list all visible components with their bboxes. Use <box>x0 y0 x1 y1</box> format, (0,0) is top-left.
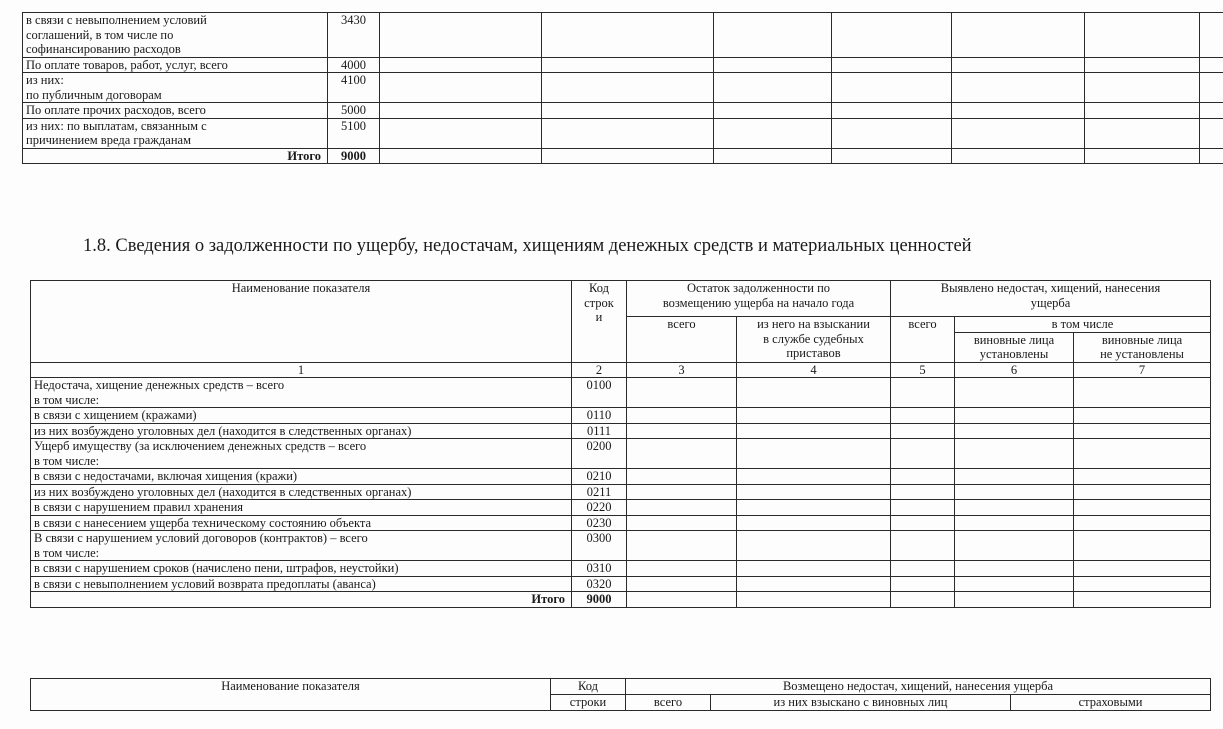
value-cell <box>1074 515 1211 531</box>
row-name: из них возбуждено уголовных дел (находится в следственных органах) <box>31 484 572 500</box>
column-number: 6 <box>955 362 1074 378</box>
value-cell <box>955 500 1074 516</box>
top-table <box>22 12 1223 164</box>
value-cell <box>737 484 891 500</box>
value-cell <box>380 13 542 58</box>
value-cell <box>1200 118 1223 148</box>
table-row <box>31 439 1211 469</box>
value-cell <box>1085 57 1200 73</box>
value-cell <box>380 148 542 164</box>
table-row <box>31 561 1211 577</box>
table-row <box>23 57 1223 73</box>
value-cell <box>1085 73 1200 103</box>
header-guilty-unknown: виновные лица не установлены <box>1074 332 1211 362</box>
value-cell <box>627 469 737 485</box>
value-cell <box>832 118 952 148</box>
value-cell <box>1074 561 1211 577</box>
row-code: 0100 <box>572 378 627 408</box>
row-code: 5100 <box>328 118 380 148</box>
row-code: 0210 <box>572 469 627 485</box>
value-cell <box>542 73 714 103</box>
value-cell <box>955 561 1074 577</box>
column-number: 7 <box>1074 362 1211 378</box>
row-name: В связи с нарушением условий договоров (контрактов) – всего в том числе: <box>31 531 572 561</box>
column-number: 4 <box>737 362 891 378</box>
value-cell <box>627 561 737 577</box>
header-code: Код <box>551 679 626 695</box>
column-number: 5 <box>891 362 955 378</box>
value-cell <box>832 148 952 164</box>
value-cell <box>737 531 891 561</box>
value-cell <box>832 103 952 119</box>
value-cell <box>542 148 714 164</box>
row-code: 5000 <box>328 103 380 119</box>
value-cell <box>891 515 955 531</box>
header-including: в том числе <box>955 317 1211 333</box>
value-cell <box>955 515 1074 531</box>
table-row <box>31 500 1211 516</box>
value-cell <box>955 469 1074 485</box>
header-from-guilty: из них взыскано с виновных лиц <box>711 695 1011 711</box>
table-row <box>23 103 1223 119</box>
value-cell <box>1085 118 1200 148</box>
row-code: 3430 <box>328 13 380 58</box>
row-code: 0230 <box>572 515 627 531</box>
row-name: в связи с недостачами, включая хищения (кражи) <box>31 469 572 485</box>
value-cell <box>1085 148 1200 164</box>
row-name: в связи с хищением (кражами) <box>31 408 572 424</box>
value-cell <box>737 423 891 439</box>
value-cell <box>1085 103 1200 119</box>
debt-table <box>30 280 1211 608</box>
value-cell <box>891 378 955 408</box>
value-cell <box>714 73 832 103</box>
value-cell <box>1074 469 1211 485</box>
total-label: Итого <box>23 148 328 164</box>
header-total: всего <box>626 695 711 711</box>
reimbursed-table <box>30 678 1211 711</box>
row-code: 4000 <box>328 57 380 73</box>
value-cell <box>737 378 891 408</box>
value-cell <box>832 57 952 73</box>
value-cell <box>714 13 832 58</box>
table-row <box>23 118 1223 148</box>
value-cell <box>627 592 737 608</box>
row-name: из них возбуждено уголовных дел (находится в следственных органах) <box>31 423 572 439</box>
total-code: 9000 <box>572 592 627 608</box>
value-cell <box>737 561 891 577</box>
header-found: Выявлено недостач, хищений, нанесения ущерба <box>891 281 1211 317</box>
row-name: из них: по выплатам, связанным с причинением вреда гражданам <box>23 118 328 148</box>
header-insurance: страховыми <box>1011 695 1211 711</box>
value-cell <box>955 531 1074 561</box>
value-cell <box>952 118 1085 148</box>
header-code-line2: строки <box>551 695 626 711</box>
value-cell <box>714 57 832 73</box>
value-cell <box>1074 423 1211 439</box>
value-cell <box>542 57 714 73</box>
row-code: 0200 <box>572 439 627 469</box>
row-code: 0220 <box>572 500 627 516</box>
value-cell <box>1074 378 1211 408</box>
value-cell <box>891 408 955 424</box>
value-cell <box>627 531 737 561</box>
value-cell <box>737 576 891 592</box>
total-code: 9000 <box>328 148 380 164</box>
value-cell <box>891 469 955 485</box>
column-number: 1 <box>31 362 572 378</box>
total-label: Итого <box>31 592 572 608</box>
value-cell <box>627 515 737 531</box>
row-code: 0110 <box>572 408 627 424</box>
column-number: 2 <box>572 362 627 378</box>
value-cell <box>952 103 1085 119</box>
value-cell <box>627 378 737 408</box>
row-name: По оплате прочих расходов, всего <box>23 103 328 119</box>
row-code: 0320 <box>572 576 627 592</box>
value-cell <box>955 408 1074 424</box>
row-code: 0310 <box>572 561 627 577</box>
table-row <box>23 73 1223 103</box>
value-cell <box>1074 500 1211 516</box>
value-cell <box>737 469 891 485</box>
value-cell <box>952 57 1085 73</box>
value-cell <box>627 408 737 424</box>
table-row <box>31 515 1211 531</box>
header-guilty-known: виновные лица установлены <box>955 332 1074 362</box>
table-row <box>31 378 1211 408</box>
value-cell <box>891 439 955 469</box>
value-cell <box>380 57 542 73</box>
row-name: в связи с нарушением сроков (начислено пени, штрафов, неустойки) <box>31 561 572 577</box>
table-row <box>31 469 1211 485</box>
value-cell <box>1074 531 1211 561</box>
header-balance-bailiff: из него на взыскании в службе судебных приставов <box>737 317 891 363</box>
header-name: Наименование показателя <box>31 679 551 711</box>
value-cell <box>1200 73 1223 103</box>
value-cell <box>955 484 1074 500</box>
row-name: По оплате товаров, работ, услуг, всего <box>23 57 328 73</box>
value-cell <box>1074 408 1211 424</box>
header-name: Наименование показателя <box>31 281 572 363</box>
column-number: 3 <box>627 362 737 378</box>
value-cell <box>955 576 1074 592</box>
value-cell <box>1074 576 1211 592</box>
row-code: 0211 <box>572 484 627 500</box>
row-name: из них: по публичным договорам <box>23 73 328 103</box>
value-cell <box>627 439 737 469</box>
row-name: в связи с невыполнением условий возврата предоплаты (аванса) <box>31 576 572 592</box>
value-cell <box>714 148 832 164</box>
value-cell <box>1074 484 1211 500</box>
total-row <box>23 148 1223 164</box>
value-cell <box>627 484 737 500</box>
value-cell <box>380 103 542 119</box>
value-cell <box>955 378 1074 408</box>
value-cell <box>1200 13 1223 58</box>
value-cell <box>891 423 955 439</box>
value-cell <box>1200 148 1223 164</box>
header-balance: Остаток задолженности по возмещению ущерба на начало года <box>627 281 891 317</box>
value-cell <box>891 500 955 516</box>
value-cell <box>627 576 737 592</box>
value-cell <box>627 500 737 516</box>
value-cell <box>955 423 1074 439</box>
value-cell <box>737 408 891 424</box>
value-cell <box>832 13 952 58</box>
table-row <box>31 423 1211 439</box>
value-cell <box>714 103 832 119</box>
value-cell <box>891 531 955 561</box>
row-code: 4100 <box>328 73 380 103</box>
value-cell <box>891 576 955 592</box>
table-row <box>31 484 1211 500</box>
table-row <box>31 531 1211 561</box>
value-cell <box>952 73 1085 103</box>
value-cell <box>891 561 955 577</box>
value-cell <box>542 103 714 119</box>
value-cell <box>952 13 1085 58</box>
value-cell <box>542 13 714 58</box>
value-cell <box>737 500 891 516</box>
value-cell <box>542 118 714 148</box>
row-code: 0111 <box>572 423 627 439</box>
value-cell <box>955 439 1074 469</box>
row-code: 0300 <box>572 531 627 561</box>
value-cell <box>714 118 832 148</box>
value-cell <box>380 118 542 148</box>
value-cell <box>891 484 955 500</box>
value-cell <box>380 73 542 103</box>
value-cell <box>1085 13 1200 58</box>
value-cell <box>1200 103 1223 119</box>
value-cell <box>1074 592 1211 608</box>
table-row <box>23 13 1223 58</box>
header-found-total: всего <box>891 317 955 363</box>
header-balance-total: всего <box>627 317 737 363</box>
value-cell <box>1074 439 1211 469</box>
value-cell <box>1200 57 1223 73</box>
value-cell <box>952 148 1085 164</box>
value-cell <box>737 515 891 531</box>
table-row <box>31 576 1211 592</box>
section-title: 1.8. Сведения о задолженности по ущербу, недостачам, хищениям денежных средств и материальных ценностей <box>83 236 972 256</box>
value-cell <box>891 592 955 608</box>
row-name: в связи с нарушением правил хранения <box>31 500 572 516</box>
value-cell <box>737 592 891 608</box>
value-cell <box>832 73 952 103</box>
row-name: в связи с невыполнением условий соглашений, в том числе по софинансированию расходов <box>23 13 328 58</box>
table-row <box>31 408 1211 424</box>
header-reimbursed: Возмещено недостач, хищений, нанесения ущерба <box>626 679 1211 695</box>
row-name: Недостача, хищение денежных средств – всего в том числе: <box>31 378 572 408</box>
value-cell <box>955 592 1074 608</box>
header-code: Код строк и <box>572 281 627 363</box>
value-cell <box>737 439 891 469</box>
row-name: в связи с нанесением ущерба техническому состоянию объекта <box>31 515 572 531</box>
row-name: Ущерб имуществу (за исключением денежных средств – всего в том числе: <box>31 439 572 469</box>
value-cell <box>627 423 737 439</box>
total-row <box>31 592 1211 608</box>
